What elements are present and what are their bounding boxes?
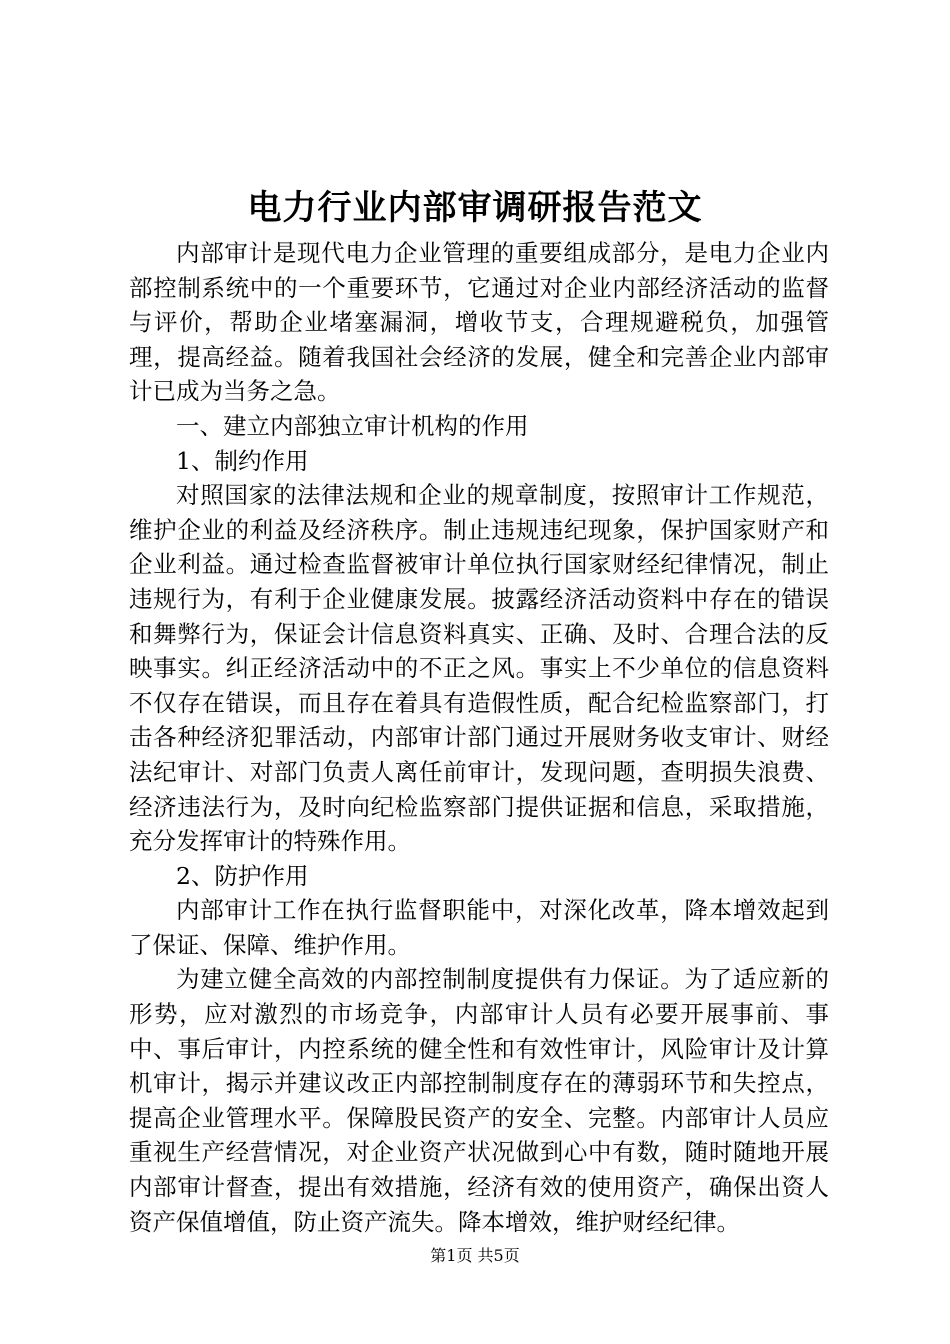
document-body xyxy=(129,236,829,1239)
page-indicator: 第1页 共5页 xyxy=(430,1246,520,1265)
paragraph-protection-2: 为建立健全高效的内部控制制度提供有力保证。为了适应新的形势，应对激烈的市场竞争，内部审计人员有必要开展事前、事中、事后审计，内控系统的健全性和有效性审计，风险审计及计算机审计，揭示并建议改正内部控制制度存在的薄弱环节和失控点，提高企业管理水平。保障股民资产的安全、完整。内部审计人员应重视生产经营情况，对企业资产状况做到心中有数，随时随地开展内部审计督查，提出有效措施，经济有效的使用资产，确保出资人资产保值增值，防止资产流失。降本增效，维护财经纪律。 xyxy=(129,965,829,1236)
document-title: 电力行业内部审调研报告范文 xyxy=(247,188,703,228)
section-heading-1: 一、建立内部独立审计机构的作用 xyxy=(176,411,529,440)
subsection-heading-2: 2、防护作用 xyxy=(176,861,309,890)
subsection-heading-1: 1、制约作用 xyxy=(176,446,309,475)
paragraph-restriction: 对照国家的法律法规和企业的规章制度，按照审计工作规范，维护企业的利益及经济秩序。制止违规违纪现象，保护国家财产和企业利益。通过检查监督被审计单位执行国家财经纪律情况，制止违规行为，有利于企业健康发展。披露经济活动资料中存在的错误和舞弊行为，保证会计信息资料真实、正确、及时、合理合法的反映事实。纠正经济活动中的不正之风。事实上不少单位的信息资料不仅存在错误，而且存在着具有造假性质，配合纪检监察部门，打击各种经济犯罪活动，内部审计部门通过开展财务收支审计、财经法纪审计、对部门负责人离任前审计，发现问题，查明损失浪费、经济违法行为，及时向纪检监察部门提供证据和信息，采取措施，充分发挥审计的特殊作用。 xyxy=(129,481,829,856)
paragraph-intro: 内部审计是现代电力企业管理的重要组成部分，是电力企业内部控制系统中的一个重要环节，它通过对企业内部经济活动的监督与评价，帮助企业堵塞漏洞，增收节支，合理规避税负，加强管理，提高经益。随着我国社会经济的发展，健全和完善企业内部审计已成为当务之急。 xyxy=(129,239,829,406)
paragraph-protection-1: 内部审计工作在执行监督职能中，对深化改革，降本增效起到了保证、保障、维护作用。 xyxy=(129,896,829,959)
